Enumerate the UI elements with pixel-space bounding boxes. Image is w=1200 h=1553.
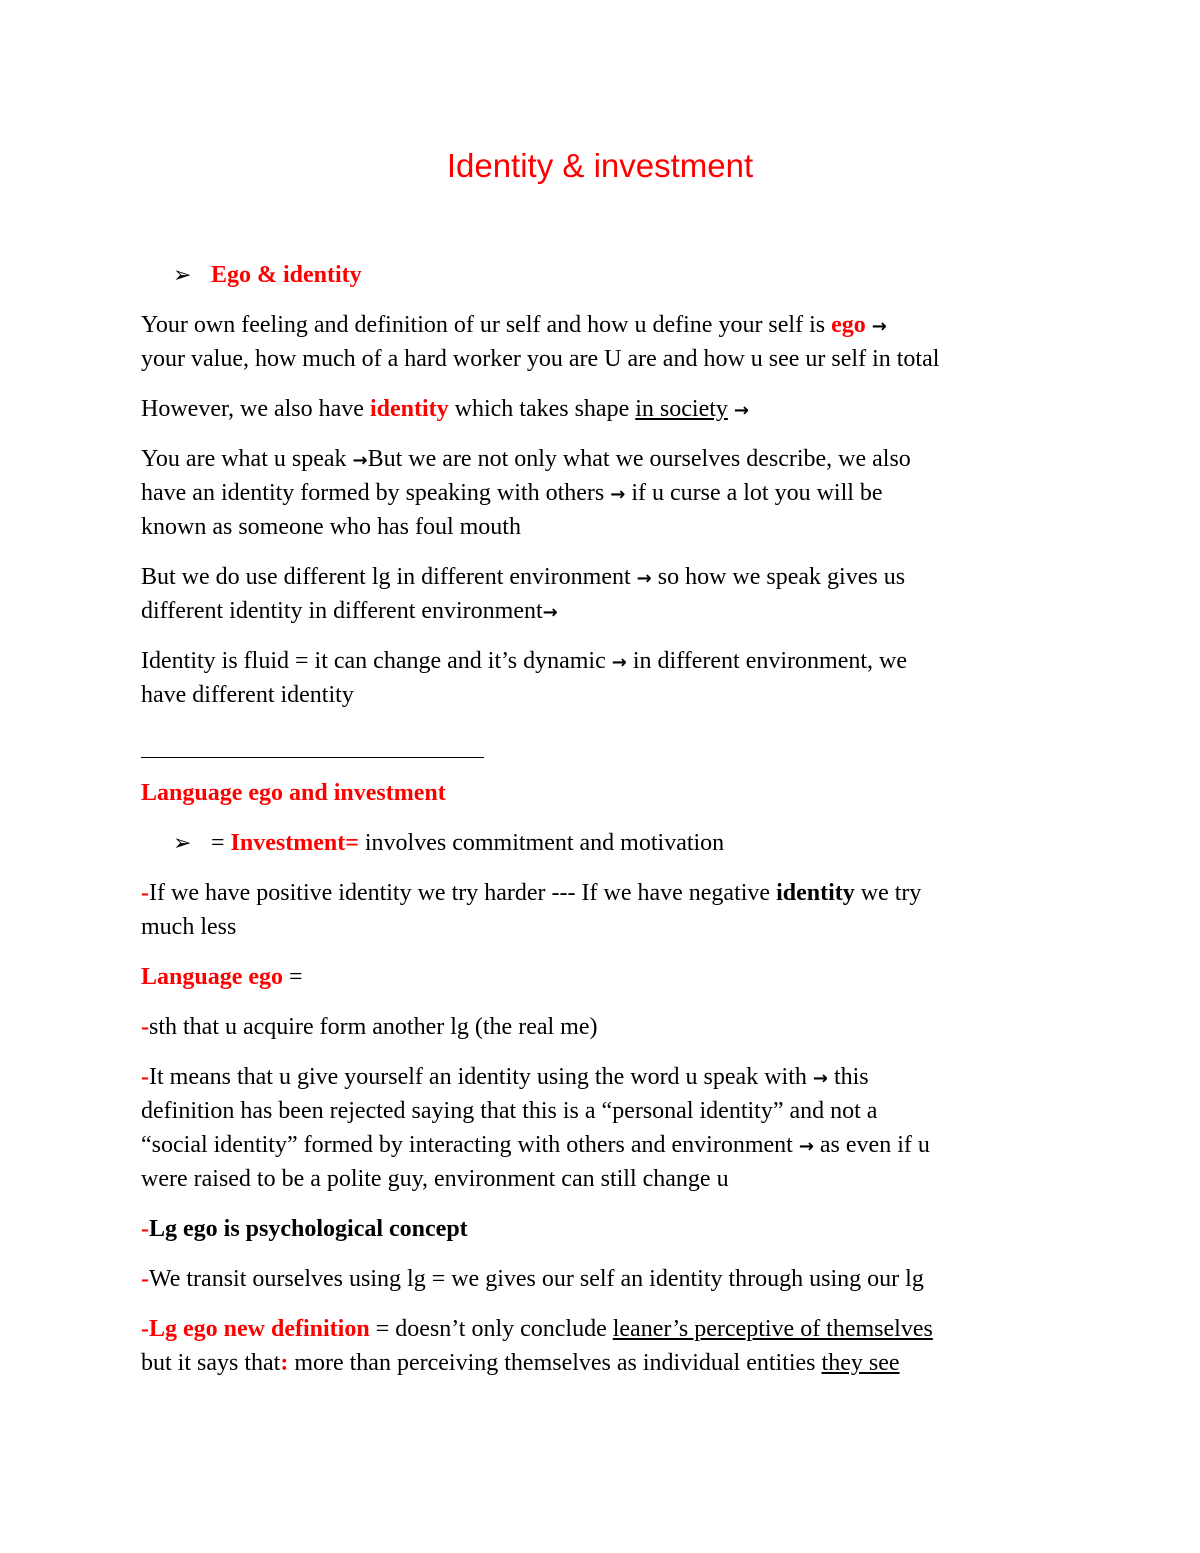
bullet-arrow-icon: ➢ xyxy=(173,262,192,287)
paragraph-line: -Lg ego new definition = doesn’t only conclude leaner’s perceptive of themselves xyxy=(141,1316,933,1342)
keyword-language-ego: Language ego xyxy=(141,964,284,990)
right-arrow-icon: → xyxy=(871,316,887,337)
right-arrow-icon: → xyxy=(610,484,626,505)
section-heading-language-ego: Language ego and investment xyxy=(141,780,446,806)
paragraph-line: have different identity xyxy=(141,682,354,708)
paragraph-line: Identity is fluid = it can change and it’s dynamic → in different environment, we xyxy=(141,648,907,674)
bullet-item: = Investment= involves commitment and motivation xyxy=(211,830,725,856)
paragraph-line: You are what u speak →But we are not only what we ourselves describe, we also xyxy=(141,446,911,472)
paragraph-line: -If we have positive identity we try harder --- If we have negative identity we try xyxy=(141,880,922,906)
right-arrow-icon: → xyxy=(636,568,652,589)
right-arrow-icon: → xyxy=(542,602,558,623)
paragraph-line: your value, how much of a hard worker you are U are and how u see ur self in total xyxy=(141,346,940,372)
paragraph-line: were raised to be a polite guy, environment can still change u xyxy=(141,1166,729,1192)
paragraph-line: But we do use different lg in different environment → so how we speak gives us xyxy=(141,564,906,590)
paragraph-line: Your own feeling and definition of ur self and how u define your self is ego → xyxy=(141,312,887,338)
bullet-arrow-icon: ➢ xyxy=(173,830,192,855)
paragraph-line: However, we also have identity which takes shape in society → xyxy=(141,396,749,422)
paragraph-line: much less xyxy=(141,914,237,940)
page-title: Identity & investment xyxy=(446,147,754,184)
right-arrow-icon: → xyxy=(352,450,368,471)
underlined-text: in society xyxy=(635,396,728,422)
paragraph-line: but it says that: more than perceiving themselves as individual entities they see xyxy=(141,1350,900,1376)
right-arrow-icon: → xyxy=(611,652,627,673)
paragraph-line: -It means that u give yourself an identity using the word u speak with → this xyxy=(141,1064,869,1090)
paragraph-line: definition has been rejected saying that this is a “personal identity” and not a xyxy=(141,1098,878,1124)
keyword-ego: ego xyxy=(831,312,866,338)
paragraph-line: “social identity” formed by interacting with others and environment → as even if u xyxy=(141,1132,930,1158)
horizontal-divider xyxy=(141,757,484,758)
right-arrow-icon: → xyxy=(798,1136,814,1157)
paragraph-line: -sth that u acquire form another lg (the real me) xyxy=(141,1014,598,1040)
right-arrow-icon: → xyxy=(812,1068,828,1089)
right-arrow-icon: → xyxy=(733,400,749,421)
paragraph-line: Language ego = xyxy=(141,964,303,990)
paragraph-line: -We transit ourselves using lg = we gives our self an identity through using our lg xyxy=(141,1266,924,1292)
underlined-text: they see xyxy=(821,1350,900,1376)
underlined-text: leaner’s perceptive of themselves xyxy=(612,1316,933,1342)
section-heading-ego-identity: Ego & identity xyxy=(211,262,362,288)
paragraph-line: known as someone who has foul mouth xyxy=(141,514,521,540)
paragraph-line: have an identity formed by speaking with others → if u curse a lot you will be xyxy=(141,480,883,506)
paragraph-line: different identity in different environment→ xyxy=(141,598,558,624)
keyword-investment: Investment= xyxy=(230,830,359,856)
keyword-lg-ego-new-definition: Lg ego new definition xyxy=(149,1316,370,1342)
keyword-identity: identity xyxy=(369,396,449,422)
paragraph-line: -Lg ego is psychological concept xyxy=(141,1216,468,1242)
